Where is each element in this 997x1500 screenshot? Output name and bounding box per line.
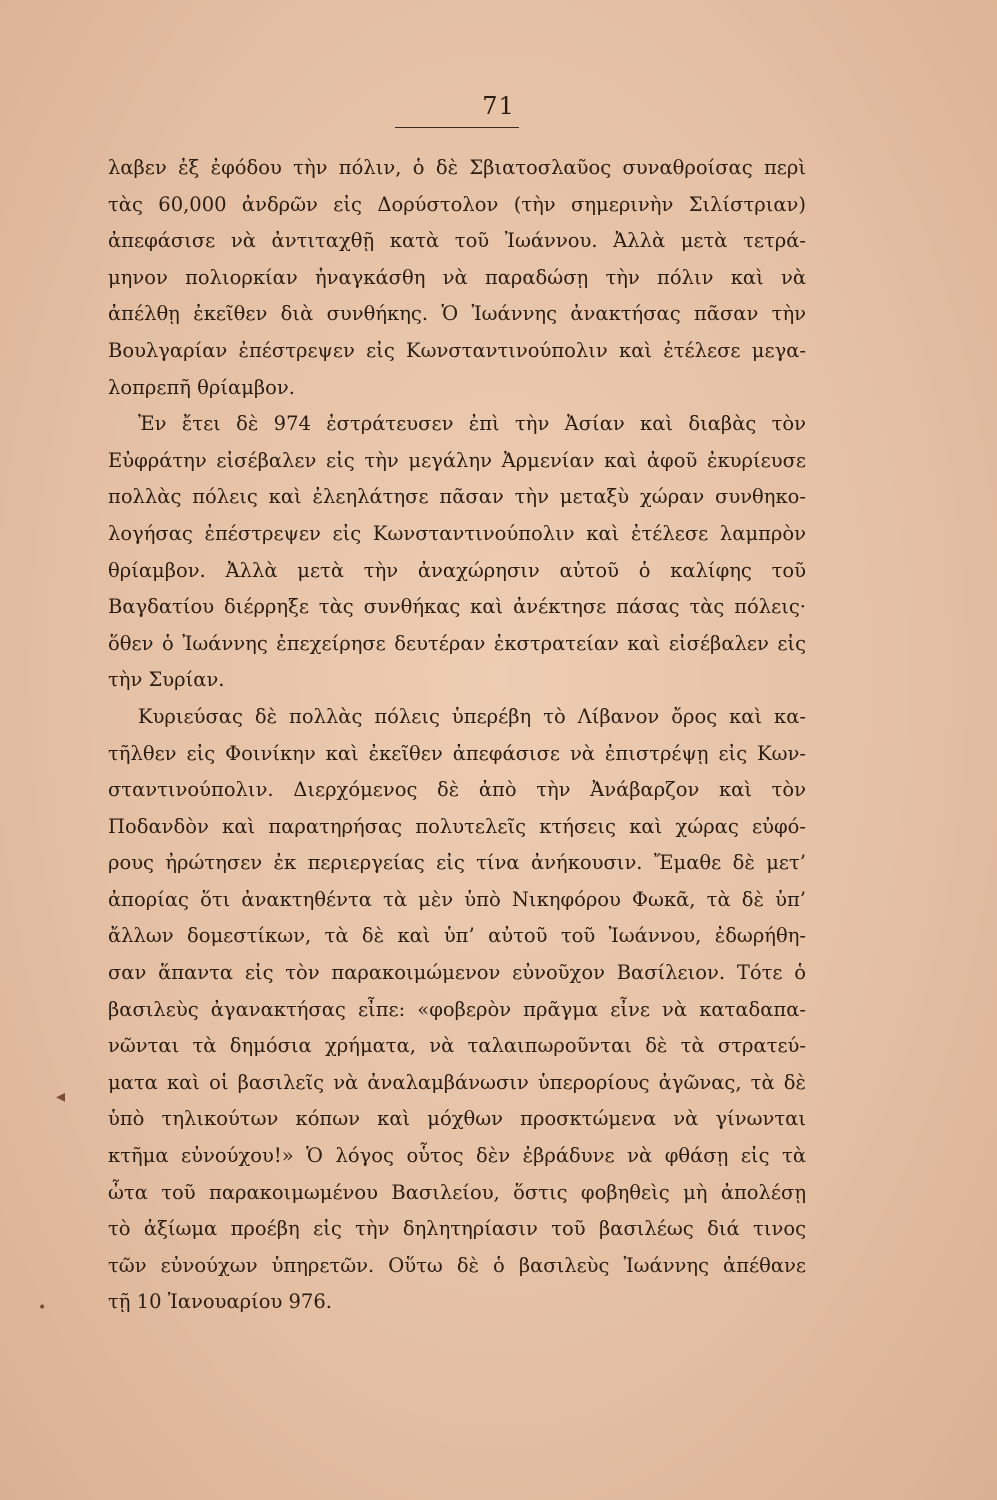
margin-dot-mark: • — [38, 1300, 47, 1316]
text-line: Κυριεύσας δὲ πολλὰς πόλεις ὑπερέβη τὸ Λίβανον ὄρος καὶ κα- — [138, 704, 806, 728]
text-line: Ποδανδὸν καὶ παρατηρήσας πολυτελεῖς κτήσεις καὶ χώρας εὐφό- — [108, 814, 806, 838]
text-line: ματα καὶ οἱ βασιλεῖς νὰ ἀναλαμβάνωσιν ὑπερορίους ἀγῶνας, τὰ δὲ — [108, 1070, 806, 1094]
text-line: σταντινούπολιν. Διερχόμενος δὲ ἀπὸ τὴν Ἀνάβαρζον καὶ τὸν — [108, 778, 806, 802]
text-line: λοπρεπῆ θρίαμβον. — [108, 375, 295, 399]
text-line: τὴν Συρίαν. — [108, 668, 225, 692]
page-number: 71 — [482, 92, 515, 120]
text-line: τῆλθεν εἰς Φοινίκην καὶ ἐκεῖθεν ἀπεφάσισε νὰ ἐπιστρέψῃ εἰς Κων- — [108, 741, 806, 765]
text-line: Βουλγαρίαν ἐπέστρεψεν εἰς Κωνσταντινούπολιν καὶ ἐτέλεσε μεγα- — [108, 338, 806, 362]
text-line: λογήσας ἐπέστρεψεν εἰς Κωνσταντινούπολιν καὶ ἐτέλεσε λαμπρὸν — [108, 521, 806, 545]
text-line: τῶν εὐνούχων ὑπηρετῶν. Οὕτω δὲ ὁ βασιλεὺς Ἰωάννης ἀπέθανε — [108, 1253, 806, 1277]
text-line: Εὐφράτην εἰσέβαλεν εἰς τὴν μεγάλην Ἀρμενίαν καὶ ἀφοῦ ἐκυρίευσε — [108, 448, 806, 472]
text-line: ἀπέλθῃ ἐκεῖθεν διὰ συνθήκης. Ὁ Ἰωάννης ἀνακτήσας πᾶσαν τὴν — [108, 302, 806, 326]
text-line: ἀπορίας ὅτι ἀνακτηθέντα τὰ μὲν ὑπὸ Νικηφόρου Φωκᾶ, τὰ δὲ ὑπ’ — [108, 887, 806, 911]
text-line: Βαγδατίου διέρρηξε τὰς συνθήκας καὶ ἀνέκτησε πάσας τὰς πόλεις· — [108, 595, 806, 619]
text-line: λαβεν ἐξ ἐφόδου τὴν πόλιν, ὁ δὲ Σβιατοσλαῦος συναθροίσας περὶ — [108, 156, 806, 179]
text-line: ὅθεν ὁ Ἰωάννης ἐπεχείρησε δευτέραν ἐκστρατείαν καὶ εἰσέβαλεν εἰς — [108, 631, 806, 655]
text-line: βασιλεὺς ἀγανακτήσας εἶπε: «φοβερὸν πρᾶγμα εἶνε νὰ καταδαπα- — [108, 997, 806, 1021]
text-line: τὰς 60,000 ἀνδρῶν εἰς Δορύστολον (τὴν σημερινὴν Σιλίστριαν) — [108, 192, 806, 216]
text-line: τῇ 10 Ἰανουαρίου 976. — [108, 1290, 332, 1314]
text-line: ὦτα τοῦ παρακοιμωμένου Βασιλείου, ὅστις φοβηθεὶς μὴ ἀπολέσῃ — [108, 1180, 806, 1204]
text-line: θρίαμβον. Ἀλλὰ μετὰ τὴν ἀναχώρησιν αὐτοῦ ὁ καλίφης τοῦ — [108, 558, 806, 582]
text-line: νῶνται τὰ δημόσια χρήματα, νὰ ταλαιπωροῦνται δὲ τὰ στρατεύ- — [108, 1034, 806, 1058]
text-line: πολλὰς πόλεις καὶ ἐλεηλάτησε πᾶσαν τὴν μεταξὺ χώραν συνθηκο- — [108, 485, 806, 509]
header-rule — [395, 127, 519, 128]
text-line: ὑπὸ τηλικούτων κόπων καὶ μόχθων προσκτώμενα νὰ γίνωνται — [108, 1107, 806, 1131]
text-line: σαν ἅπαντα εἰς τὸν παρακοιμώμενον εὐνοῦχον Βασίλειον. Τότε ὁ — [108, 961, 806, 985]
margin-arrow-mark: ◂ — [56, 1086, 66, 1107]
text-line: κτῆμα εὐνούχου!» Ὁ λόγος οὗτος δὲν ἐβράδυνε νὰ φθάσῃ εἰς τὰ — [108, 1144, 806, 1168]
text-line: ρους ἠρώτησεν ἐκ περιεργείας εἰς τίνα ἀνήκουσιν. Ἔμαθε δὲ μετ’ — [108, 851, 806, 875]
text-line: τὸ ἀξίωμα προέβη εἰς τὴν δηλητηρίασιν τοῦ βασιλέως διά τινος — [108, 1217, 806, 1241]
text-line: μηνον πολιορκίαν ἠναγκάσθη νὰ παραδώσῃ τὴν πόλιν καὶ νὰ — [108, 265, 806, 289]
text-line: Ἐν ἔτει δὲ 974 ἐστράτευσεν ἐπὶ τὴν Ἀσίαν καὶ διαβὰς τὸν — [138, 412, 806, 436]
text-line: ἄλλων δομεστίκων, τὰ δὲ καὶ ὑπ’ αὐτοῦ τοῦ Ἰωάννου, ἐδωρήθη- — [108, 924, 806, 948]
body-text — [108, 150, 806, 1321]
text-line: ἀπεφάσισε νὰ ἀντιταχθῇ κατὰ τοῦ Ἰωάννου. Ἀλλὰ μετὰ τετρά- — [108, 229, 806, 253]
